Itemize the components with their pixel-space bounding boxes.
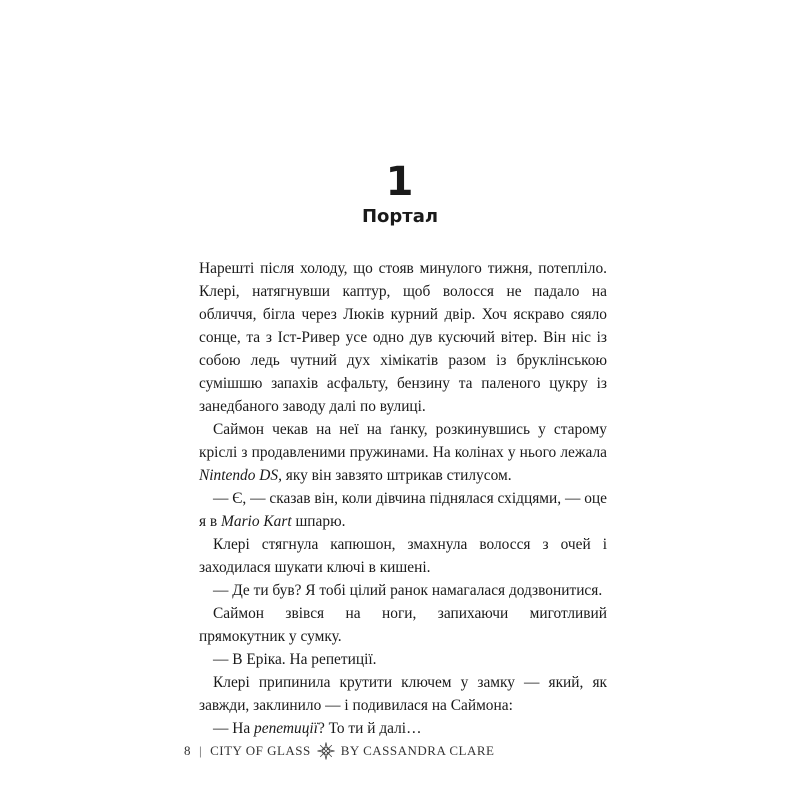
- paragraph: [199, 579, 607, 602]
- text-run: шпарю.: [291, 513, 346, 530]
- paragraph: [199, 671, 607, 717]
- page-footer: [184, 740, 494, 762]
- italic-text: Nintendo DS,: [199, 467, 282, 484]
- author-name: BY CASSANDRA CLARE: [340, 743, 495, 758]
- text-run: — Де ти був? Я тобі цілий ранок намагалася додзвонитися.: [213, 582, 603, 599]
- text-run: Саймон звівся на ноги, запихаючи миготливий прямокутник у сумку.: [199, 605, 607, 645]
- text-run: Клері припинила крутити ключем у замку — який, як завжди, заклинило — і подивилася на Саймона:: [199, 674, 607, 714]
- chapter-number: 1: [385, 159, 415, 205]
- page-number: 8: [184, 743, 191, 758]
- text-run: — В Еріка. На репетиції.: [213, 651, 377, 668]
- italic-text: репетиції: [254, 720, 318, 737]
- paragraph: [199, 602, 607, 648]
- paragraph: [199, 418, 607, 487]
- text-run: — На: [213, 720, 255, 737]
- text-run: ? То ти й далі…: [317, 720, 422, 737]
- text-run: яку він завзято штрикав стилусом.: [281, 467, 512, 484]
- text-run: Саймон чекав на неї на ґанку, розкинувшись у старому кріслі з продавленими пружинами. На колінах у нього лежала: [199, 421, 607, 461]
- paragraph: [199, 648, 607, 671]
- paragraph: [199, 533, 607, 579]
- text-run: Нарешті після холоду, що стояв минулого тижня, потепліло. Клері, натягнувши каптур, щоб волосся не падало на обличчя, бігла через Люків курний двір. Хоч яскраво сяяло сонце, та з Іст-Ривер усе одно дув кусючий вітер. Він ніс із собою ледь чутний дух хімікатів разом із бруклінською сумішшю запахів асфальту, бензину та паленого цукру із занедбаного заводу далі по вулиці.: [199, 260, 607, 415]
- italic-text: Mario Kart: [221, 513, 292, 530]
- paragraph: [199, 717, 607, 740]
- footer-separator: |: [199, 743, 203, 758]
- paragraph: [199, 257, 607, 418]
- body-text: [199, 257, 607, 740]
- text-run: — Є, — сказав він, коли дівчина піднялася східцями, — оце я в: [199, 490, 607, 530]
- text-run: Клері стягнула капюшон, змахнула волосся з очей і заходилася шукати ключі в кишені.: [199, 536, 607, 576]
- book-title: CITY OF GLASS: [210, 743, 311, 758]
- chapter-title: Портал: [361, 206, 439, 227]
- compass-rose-icon: [317, 742, 335, 760]
- paragraph: [199, 487, 607, 533]
